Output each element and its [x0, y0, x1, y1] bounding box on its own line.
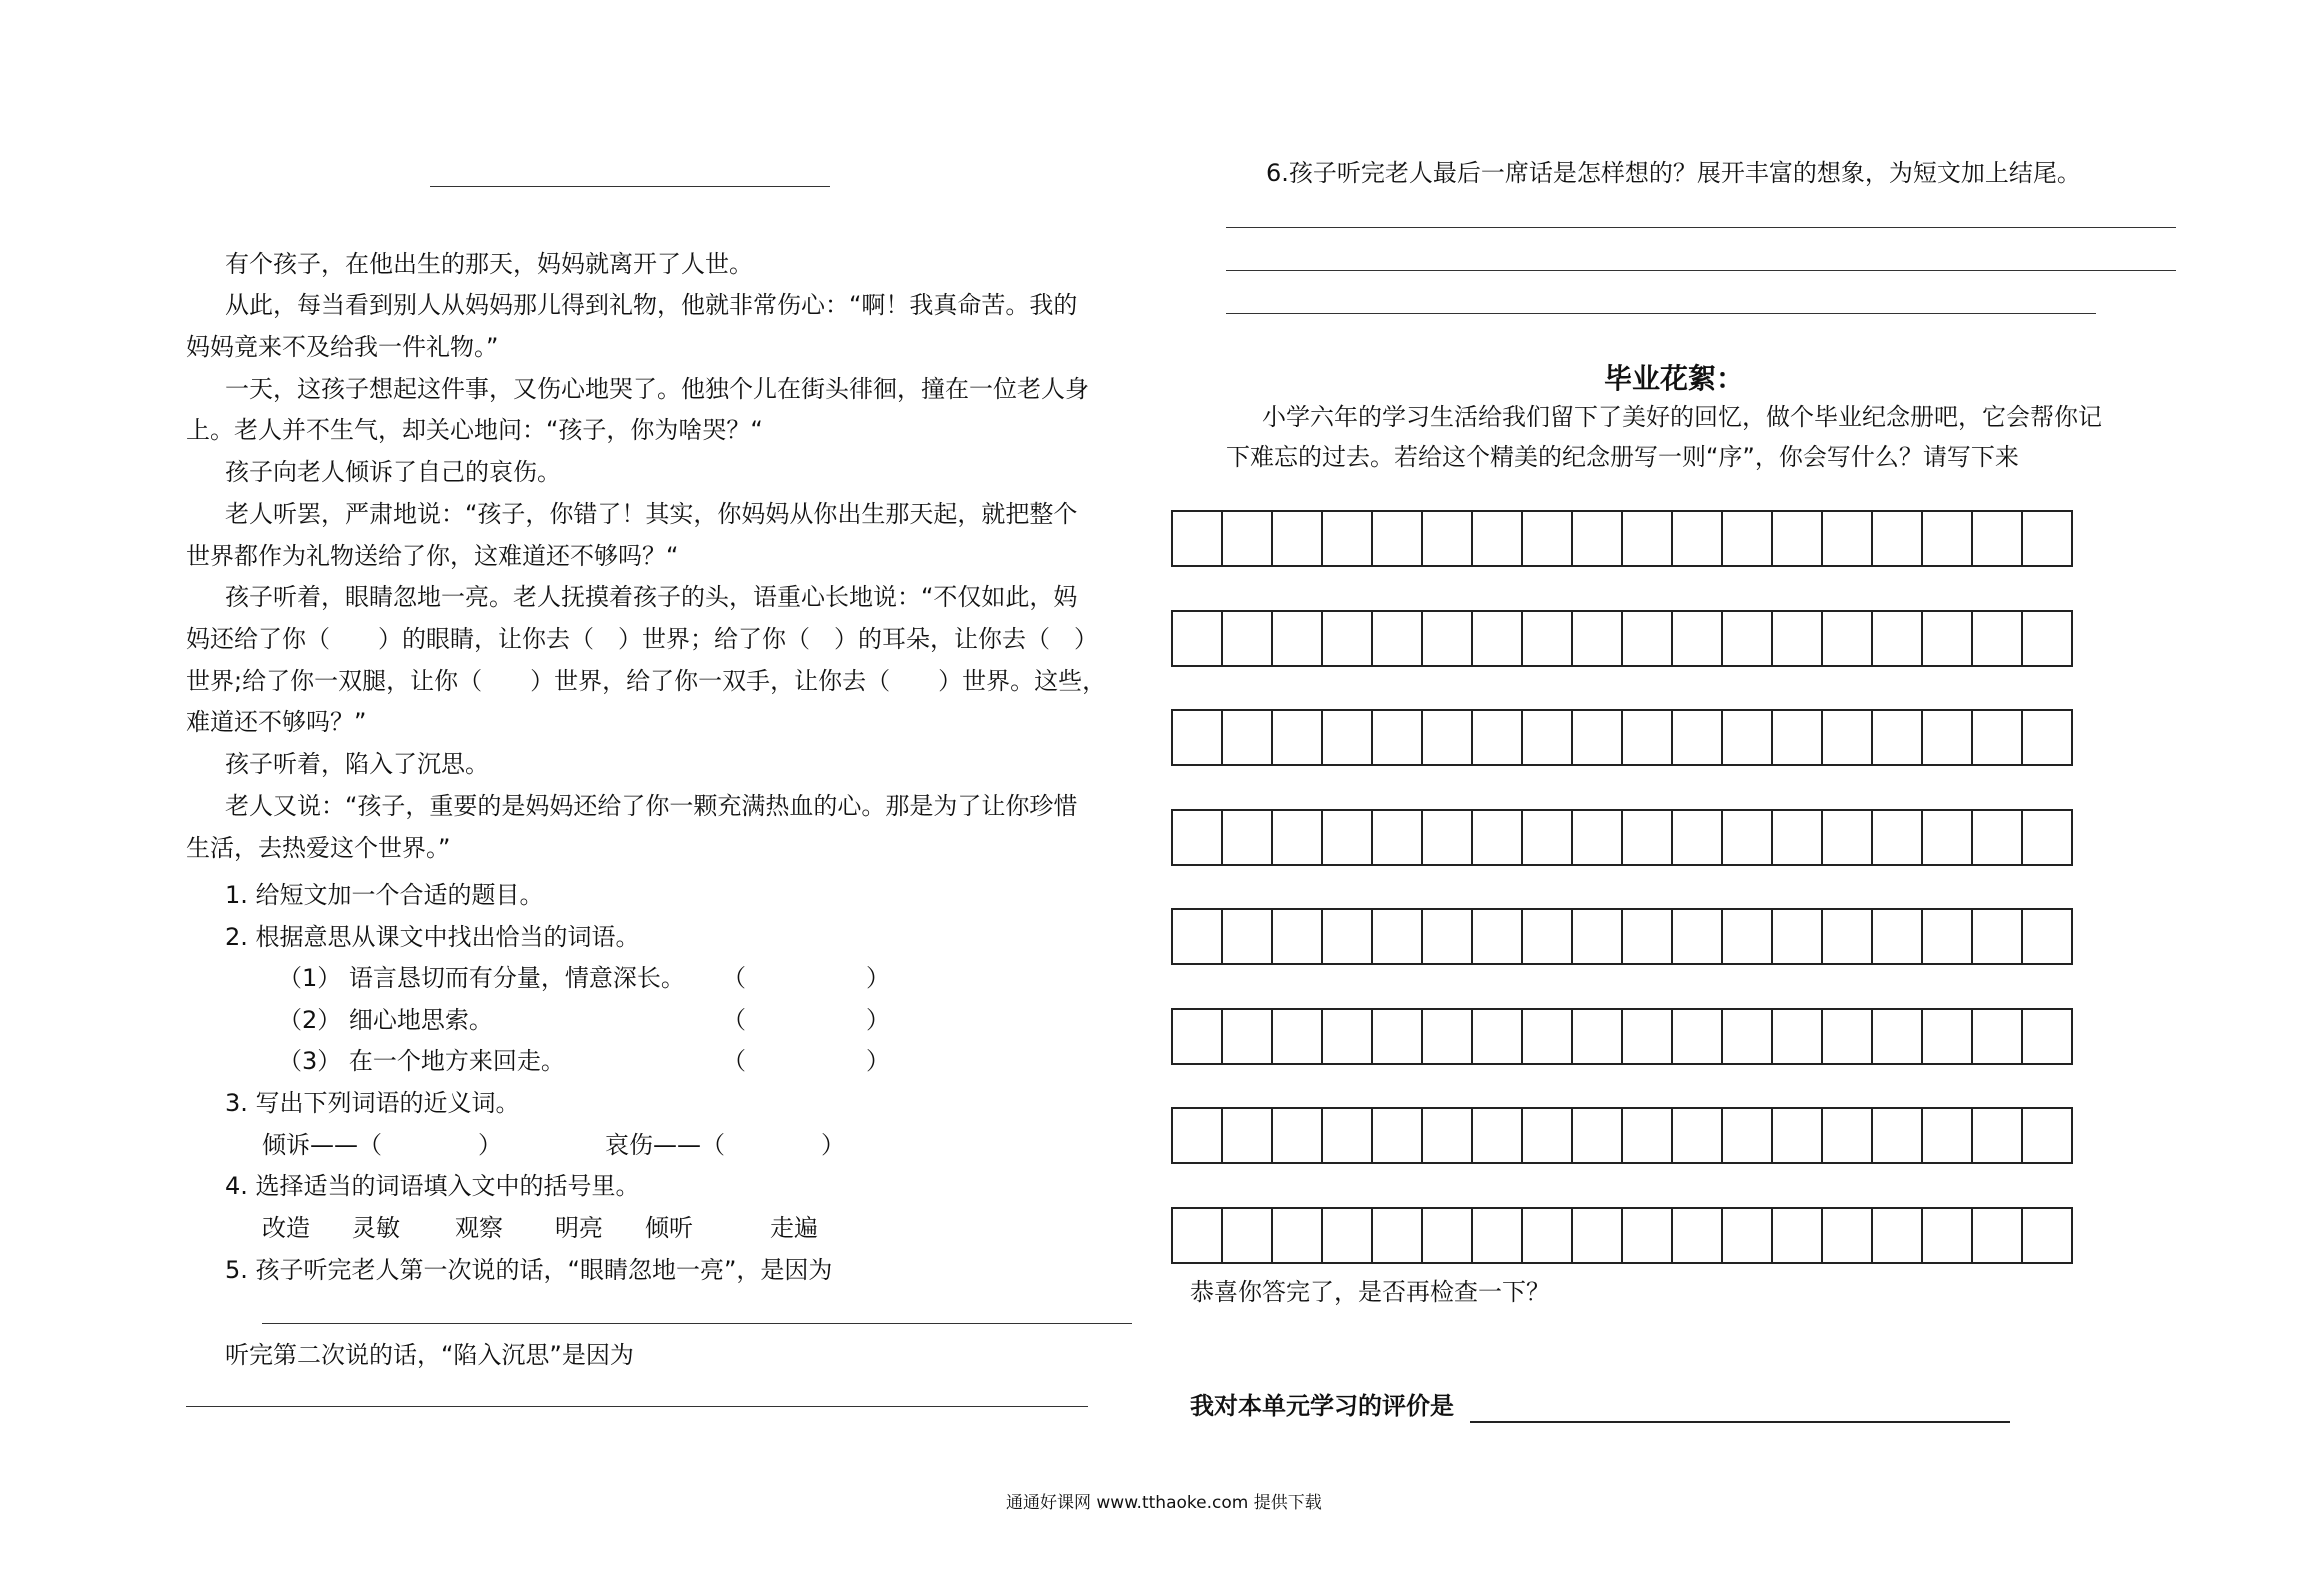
story-line: 孩子向老人倾诉了自己的哀伤。	[225, 458, 561, 486]
grid-cell[interactable]	[1373, 1209, 1423, 1262]
question-1: 1. 给短文加一个合适的题目。	[225, 881, 544, 909]
grid-cell[interactable]	[1773, 910, 1823, 963]
q4-word: 观察	[455, 1214, 503, 1242]
grid-cell[interactable]	[1523, 1010, 1573, 1063]
q2-item-num: （3）	[278, 1047, 342, 1075]
question-4: 4. 选择适当的词语填入文中的括号里。	[225, 1172, 640, 1200]
story-line: 孩子听着，陷入了沉思。	[225, 750, 489, 778]
grid-cell[interactable]	[1873, 612, 1923, 665]
grid-cell[interactable]	[1423, 1010, 1473, 1063]
grid-cell[interactable]	[1923, 811, 1973, 864]
q6-answer-line[interactable]	[1226, 227, 2176, 228]
grid-cell[interactable]	[1723, 711, 1773, 764]
grid-cell[interactable]	[1473, 811, 1523, 864]
grid-cell[interactable]	[1273, 910, 1323, 963]
grid-cell[interactable]	[1973, 1010, 2023, 1063]
grid-cell[interactable]	[1873, 910, 1923, 963]
grid-cell[interactable]	[1573, 910, 1623, 963]
grid-cell[interactable]	[1823, 811, 1873, 864]
q2-item-text: 在一个地方来回走。	[348, 1047, 565, 1075]
section-intro-line: 下难忘的过去。若给这个精美的纪念册写一则“序”，你会写什么？请写下来	[1226, 443, 2019, 471]
grid-cell[interactable]	[1973, 512, 2023, 565]
grid-cell[interactable]	[1273, 512, 1323, 565]
grid-cell[interactable]	[1723, 1010, 1773, 1063]
grid-cell[interactable]	[1573, 512, 1623, 565]
grid-cell[interactable]	[1423, 612, 1473, 665]
grid-cell[interactable]	[1323, 612, 1373, 665]
grid-cell[interactable]	[1423, 1209, 1473, 1262]
grid-row	[1171, 809, 2073, 866]
grid-cell[interactable]	[1973, 1209, 2023, 1262]
grid-cell[interactable]	[1473, 1010, 1523, 1063]
grid-cell[interactable]	[1723, 512, 1773, 565]
grid-cell[interactable]	[1623, 612, 1673, 665]
grid-cell[interactable]	[1673, 711, 1723, 764]
grid-cell[interactable]	[1973, 910, 2023, 963]
q4-word: 倾听	[645, 1214, 693, 1242]
grid-cell[interactable]	[1923, 1209, 1973, 1262]
grid-cell[interactable]	[1273, 711, 1323, 764]
q4-word: 灵敏	[352, 1214, 400, 1242]
grid-cell[interactable]	[1923, 612, 1973, 665]
q6-answer-line[interactable]	[1226, 313, 2096, 314]
grid-cell[interactable]	[1973, 711, 2023, 764]
grid-cell[interactable]	[2023, 910, 2071, 963]
question-5: 5. 孩子听完老人第一次说的话，“眼睛忽地一亮”，是因为	[225, 1256, 833, 1284]
q2-answer-blank[interactable]: （ ）	[722, 1047, 890, 1075]
grid-cell[interactable]	[1923, 512, 1973, 565]
grid-cell[interactable]	[1673, 1209, 1723, 1262]
grid-cell[interactable]	[2023, 1010, 2071, 1063]
grid-cell[interactable]	[1273, 811, 1323, 864]
grid-cell[interactable]	[1823, 910, 1873, 963]
grid-cell[interactable]	[1573, 811, 1623, 864]
grid-cell[interactable]	[1323, 512, 1373, 565]
grid-cell[interactable]	[1223, 811, 1273, 864]
grid-cell[interactable]	[2023, 711, 2071, 764]
q3-synonym-a[interactable]: 倾诉——（ ）	[262, 1131, 502, 1159]
story-line: 一天，这孩子想起这件事，又伤心地哭了。他独个儿在街头徘徊，撞在一位老人身	[225, 375, 1089, 403]
congrats-text: 恭喜你答完了，是否再检查一下？	[1190, 1278, 1550, 1306]
grid-cell[interactable]	[1173, 910, 1223, 963]
grid-cell[interactable]	[1423, 711, 1473, 764]
grid-cell[interactable]	[1723, 612, 1773, 665]
q2-item-2	[278, 1000, 493, 1040]
grid-cell[interactable]	[1323, 1209, 1373, 1262]
grid-cell[interactable]	[1323, 910, 1373, 963]
grid-cell[interactable]	[1873, 1209, 1923, 1262]
grid-cell[interactable]	[1873, 811, 1923, 864]
grid-cell[interactable]	[1473, 910, 1523, 963]
grid-cell[interactable]	[1973, 1109, 2023, 1162]
story-line: 妈还给了你（ ）的眼睛，让你去（ ）世界；给了你（ ）的耳朵，让你去（ ）	[186, 625, 1098, 653]
grid-cell[interactable]	[1773, 612, 1823, 665]
grid-cell[interactable]	[1173, 811, 1223, 864]
grid-cell[interactable]	[1623, 811, 1673, 864]
grid-cell[interactable]	[1223, 612, 1273, 665]
grid-cell[interactable]	[1723, 811, 1773, 864]
grid-cell[interactable]	[1173, 1109, 1223, 1162]
grid-cell[interactable]	[1873, 512, 1923, 565]
grid-cell[interactable]	[1723, 1209, 1773, 1262]
story-line: 孩子听着，眼睛忽地一亮。老人抚摸着孩子的头，语重心长地说：“不仅如此，妈	[225, 583, 1078, 611]
grid-cell[interactable]	[2023, 1209, 2071, 1262]
grid-cell[interactable]	[1673, 1109, 1723, 1162]
grid-cell[interactable]	[1223, 1109, 1273, 1162]
grid-cell[interactable]	[1673, 512, 1723, 565]
story-line: 有个孩子，在他出生的那天，妈妈就离开了人世。	[225, 250, 753, 278]
q2-item-num: （1）	[278, 964, 342, 992]
grid-cell[interactable]	[1223, 1010, 1273, 1063]
grid-cell[interactable]	[1623, 512, 1673, 565]
q6-answer-line[interactable]	[1226, 270, 2176, 271]
story-line: 世界;给了你一双腿，让你（ ）世界，给了你一双手，让你去（ ）世界。这些，	[186, 667, 1107, 695]
grid-cell[interactable]	[1173, 512, 1223, 565]
grid-cell[interactable]	[1623, 910, 1673, 963]
evaluation-label: 我对本单元学习的评价是	[1190, 1392, 1454, 1420]
q5b-answer-line[interactable]	[186, 1406, 1088, 1407]
grid-cell[interactable]	[1623, 1109, 1673, 1162]
question-5-part-2: 听完第二次说的话，“陷入沉思”是因为	[225, 1341, 634, 1369]
grid-cell[interactable]	[1673, 910, 1723, 963]
section-heading: 毕业花絮：	[1604, 362, 1745, 395]
grid-cell[interactable]	[1323, 1109, 1373, 1162]
grid-cell[interactable]	[1373, 1010, 1423, 1063]
question-2: 2. 根据意思从课文中找出恰当的词语。	[225, 923, 640, 951]
story-line: 生活，去热爱这个世界。”	[186, 834, 451, 862]
grid-cell[interactable]	[1923, 1010, 1973, 1063]
grid-cell[interactable]	[1623, 1209, 1673, 1262]
grid-cell[interactable]	[1523, 512, 1573, 565]
grid-cell[interactable]	[1573, 711, 1623, 764]
grid-cell[interactable]	[1723, 910, 1773, 963]
grid-cell[interactable]	[1373, 910, 1423, 963]
q2-item-text: 细心地思索。	[348, 1006, 493, 1034]
q2-item-num: （2）	[278, 1006, 342, 1034]
grid-cell[interactable]	[1673, 1010, 1723, 1063]
question-6: 6.孩子听完老人最后一席话是怎样想的？展开丰富的想象，为短文加上结尾。	[1266, 159, 2081, 187]
question-3: 3. 写出下列词语的近义词。	[225, 1089, 520, 1117]
story-line: 老人又说：“孩子，重要的是妈妈还给了你一颗充满热血的心。那是为了让你珍惜	[225, 792, 1078, 820]
grid-row	[1171, 1008, 2073, 1065]
story-line: 世界都作为礼物送给了你，这难道还不够吗？“	[186, 542, 679, 570]
grid-cell[interactable]	[1323, 811, 1373, 864]
grid-cell[interactable]	[1323, 1010, 1373, 1063]
grid-cell[interactable]	[1923, 1109, 1973, 1162]
grid-cell[interactable]	[1423, 910, 1473, 963]
grid-cell[interactable]	[1773, 1010, 1823, 1063]
story-line: 从此，每当看到别人从妈妈那儿得到礼物，他就非常伤心：“啊！我真命苦。我的	[225, 291, 1078, 319]
grid-cell[interactable]	[1823, 512, 1873, 565]
grid-cell[interactable]	[2023, 612, 2071, 665]
q2-answer-blank[interactable]: （ ）	[722, 1006, 890, 1034]
grid-cell[interactable]	[1623, 711, 1673, 764]
grid-cell[interactable]	[1523, 1209, 1573, 1262]
grid-cell[interactable]	[2023, 1109, 2071, 1162]
grid-cell[interactable]	[1273, 1109, 1323, 1162]
grid-cell[interactable]	[1823, 1109, 1873, 1162]
grid-cell[interactable]	[1923, 910, 1973, 963]
grid-cell[interactable]	[1173, 612, 1223, 665]
grid-cell[interactable]	[1773, 711, 1823, 764]
story-line: 上。老人并不生气，却关心地问：“孩子，你为啥哭？“	[186, 416, 763, 444]
grid-cell[interactable]	[1873, 711, 1923, 764]
grid-cell[interactable]	[1573, 1209, 1623, 1262]
story-line: 妈妈竟来不及给我一件礼物。”	[186, 333, 499, 361]
grid-cell[interactable]	[1223, 512, 1273, 565]
grid-cell[interactable]	[1773, 1109, 1823, 1162]
grid-cell[interactable]	[1773, 811, 1823, 864]
grid-cell[interactable]	[1723, 1109, 1773, 1162]
grid-cell[interactable]	[1823, 612, 1873, 665]
grid-cell[interactable]	[1473, 512, 1523, 565]
grid-cell[interactable]	[1223, 910, 1273, 963]
grid-cell[interactable]	[1373, 612, 1423, 665]
q4-word: 走遍	[770, 1214, 818, 1242]
grid-cell[interactable]	[1473, 1209, 1523, 1262]
grid-cell[interactable]	[1523, 910, 1573, 963]
q2-answer-blank[interactable]: （ ）	[722, 964, 890, 992]
grid-cell[interactable]	[1423, 1109, 1473, 1162]
grid-cell[interactable]	[1523, 612, 1573, 665]
grid-cell[interactable]	[1223, 1209, 1273, 1262]
grid-cell[interactable]	[1373, 811, 1423, 864]
q4-word: 改造	[262, 1214, 310, 1242]
grid-cell[interactable]	[2023, 811, 2071, 864]
grid-cell[interactable]	[1573, 1010, 1623, 1063]
grid-cell[interactable]	[1373, 1109, 1423, 1162]
evaluation-answer-line[interactable]	[1470, 1421, 2010, 1423]
grid-cell[interactable]	[1523, 1109, 1573, 1162]
grid-cell[interactable]	[1923, 711, 1973, 764]
grid-cell[interactable]	[1673, 811, 1723, 864]
story-line: 老人听罢，严肃地说：“孩子，你错了！其实，你妈妈从你出生那天起，就把整个	[225, 500, 1078, 528]
q2-item-text: 语言恳切而有分量，情意深长。	[348, 964, 685, 992]
grid-cell[interactable]	[1273, 1010, 1323, 1063]
grid-cell[interactable]	[1523, 711, 1573, 764]
grid-cell[interactable]	[1523, 811, 1573, 864]
grid-cell[interactable]	[1173, 1010, 1223, 1063]
grid-cell[interactable]	[1623, 1010, 1673, 1063]
grid-cell[interactable]	[1973, 811, 2023, 864]
grid-cell[interactable]	[1323, 711, 1373, 764]
grid-row	[1171, 610, 2073, 667]
q2-item-1	[278, 958, 685, 998]
grid-cell[interactable]	[1773, 512, 1823, 565]
grid-cell[interactable]	[1423, 512, 1473, 565]
q5-answer-line[interactable]	[262, 1323, 1132, 1324]
grid-cell[interactable]	[1223, 711, 1273, 764]
q2-item-3	[278, 1041, 565, 1081]
grid-row	[1171, 709, 2073, 766]
grid-cell[interactable]	[1173, 711, 1223, 764]
grid-cell[interactable]	[1673, 612, 1723, 665]
grid-cell[interactable]	[1373, 711, 1423, 764]
grid-cell[interactable]	[1373, 512, 1423, 565]
grid-cell[interactable]	[1873, 1109, 1923, 1162]
footer-credit: 通通好课网 www.tthaoke.com 提供下载	[1006, 1493, 1322, 1513]
grid-cell[interactable]	[1823, 1010, 1873, 1063]
grid-cell[interactable]	[1423, 811, 1473, 864]
grid-row	[1171, 510, 2073, 567]
grid-cell[interactable]	[1273, 612, 1323, 665]
q3-synonym-b[interactable]: 哀伤——（ ）	[605, 1131, 845, 1159]
grid-cell[interactable]	[1873, 1010, 1923, 1063]
grid-cell[interactable]	[1473, 1109, 1523, 1162]
grid-cell[interactable]	[1823, 711, 1873, 764]
grid-cell[interactable]	[1473, 612, 1523, 665]
grid-cell[interactable]	[1823, 1209, 1873, 1262]
grid-cell[interactable]	[1973, 612, 2023, 665]
story-line: 难道还不够吗？”	[186, 708, 367, 736]
title-blank-line	[430, 186, 830, 187]
grid-cell[interactable]	[1173, 1209, 1223, 1262]
grid-cell[interactable]	[1773, 1209, 1823, 1262]
grid-cell[interactable]	[2023, 512, 2071, 565]
grid-row	[1171, 908, 2073, 965]
grid-row	[1171, 1107, 2073, 1164]
grid-cell[interactable]	[1573, 1109, 1623, 1162]
grid-row	[1171, 1207, 2073, 1264]
grid-cell[interactable]	[1573, 612, 1623, 665]
section-intro-line: 小学六年的学习生活给我们留下了美好的回忆，做个毕业纪念册吧，它会帮你记	[1262, 403, 2102, 431]
q4-word: 明亮	[555, 1214, 603, 1242]
grid-cell[interactable]	[1473, 711, 1523, 764]
grid-cell[interactable]	[1273, 1209, 1323, 1262]
